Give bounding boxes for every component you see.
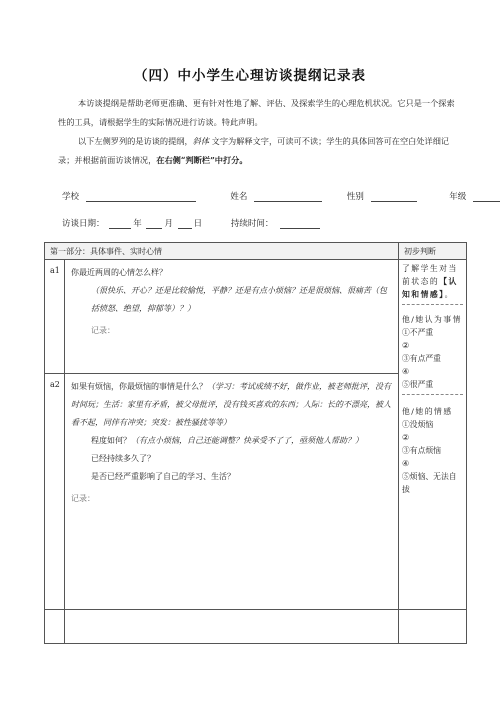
- page-title: （四）中小学生心理访谈提纲记录表: [134, 68, 366, 84]
- gender-label: 性别: [346, 192, 364, 202]
- intro-paragraph-1: 本访谈提纲是帮助老师更准确、更有针对性地了解、评估、及探索学生的心理危机状况。它只是一个探索性的工具，请根据学生的实际情况进行访谈。特此声明。: [58, 98, 455, 127]
- date-label: 访谈日期：: [62, 219, 105, 229]
- name-label: 姓名: [230, 192, 248, 202]
- duration-label: 持续时间：: [230, 219, 274, 229]
- section-header: 第一部分：具体事件、实时心情: [45, 243, 399, 260]
- table-row: [45, 260, 467, 374]
- month-field[interactable]: [146, 219, 162, 229]
- question-a1: 你最近两周的心情怎么样？ （很快乐、开心？还是比较愉悦，平静？还是有点小烦恼？还是很烦恼、很痛苦（包括愤怒、绝望，抑郁等）？） 记录：: [65, 260, 399, 374]
- judge-option[interactable]: ①不严重: [402, 328, 434, 337]
- table-header-row: [45, 243, 467, 260]
- intro-paragraph-2: 以下左侧罗列的是访谈的提纲，斜体 文字为解释文字，可读可不读；学生的具体回答可在空白处详细记录；并根据前面访谈情况，在右侧“判断栏”中打分。: [58, 136, 450, 165]
- judge-block-3: 他/她的情感 ①没烦恼 ② ③有点烦恼 ④ ⑤烦恼、无法自拔: [402, 405, 463, 499]
- judge-block-2: 他/她认为事情 ①不严重 ② ③有点严重 ④ ⑤很严重: [402, 313, 463, 395]
- duration-field[interactable]: [280, 219, 320, 229]
- question-code: a1: [45, 260, 65, 374]
- school-field[interactable]: [86, 192, 196, 202]
- intro-text: [58, 94, 458, 170]
- year-field[interactable]: [109, 219, 131, 229]
- judge-column: [399, 260, 467, 610]
- judge-option[interactable]: ②: [402, 341, 409, 350]
- form-row-1: [62, 190, 500, 202]
- judge-option[interactable]: ⑤很严重: [402, 380, 434, 389]
- judge-option[interactable]: ④: [402, 367, 409, 376]
- judge-option[interactable]: ⑤烦恼、无法自拔: [402, 472, 457, 494]
- judge-option[interactable]: ③有点严重: [402, 354, 441, 363]
- table-row: [45, 610, 467, 644]
- grade-field[interactable]: [473, 192, 500, 202]
- name-field[interactable]: [254, 192, 322, 202]
- record-area[interactable]: 记录：: [91, 326, 115, 335]
- judge-option[interactable]: ③有点烦恼: [402, 446, 441, 455]
- grade-label: 年级: [449, 192, 467, 202]
- record-area[interactable]: 记录：: [71, 494, 95, 503]
- question-a2: 如果有烦恼，你最烦恼的事情是什么？（学习：考试成绩不好，做作业，被老师批评，没有时间玩；生活：家里有矛盾，被父母批评，没有钱买喜欢的东西；人际：长的不漂亮，被人看不起，同伴有冲突；突发：被性骚扰等等） 程度如何？（有点小烦恼，自己还能调整？快承受不了了，亟须他人帮助？） 已经持续多久了？ 是否已经严重影响了自己的学习、生活？ 记录：: [65, 374, 399, 610]
- judge-header: 初步判断: [399, 243, 467, 260]
- judge-block-1: 了解学生对当前状态的【认知和情感】。: [402, 262, 463, 305]
- judge-option[interactable]: ①没烦恼: [402, 420, 434, 429]
- form-row-2: 访谈日期： 年 月 日 持续时间：: [62, 217, 324, 229]
- gender-field[interactable]: [371, 192, 417, 202]
- judge-option[interactable]: ④: [402, 459, 409, 468]
- judge-option[interactable]: ②: [402, 433, 409, 442]
- day-field[interactable]: [178, 219, 192, 229]
- school-label: 学校: [62, 192, 80, 202]
- question-code: a2: [45, 374, 65, 610]
- interview-table: [44, 242, 467, 644]
